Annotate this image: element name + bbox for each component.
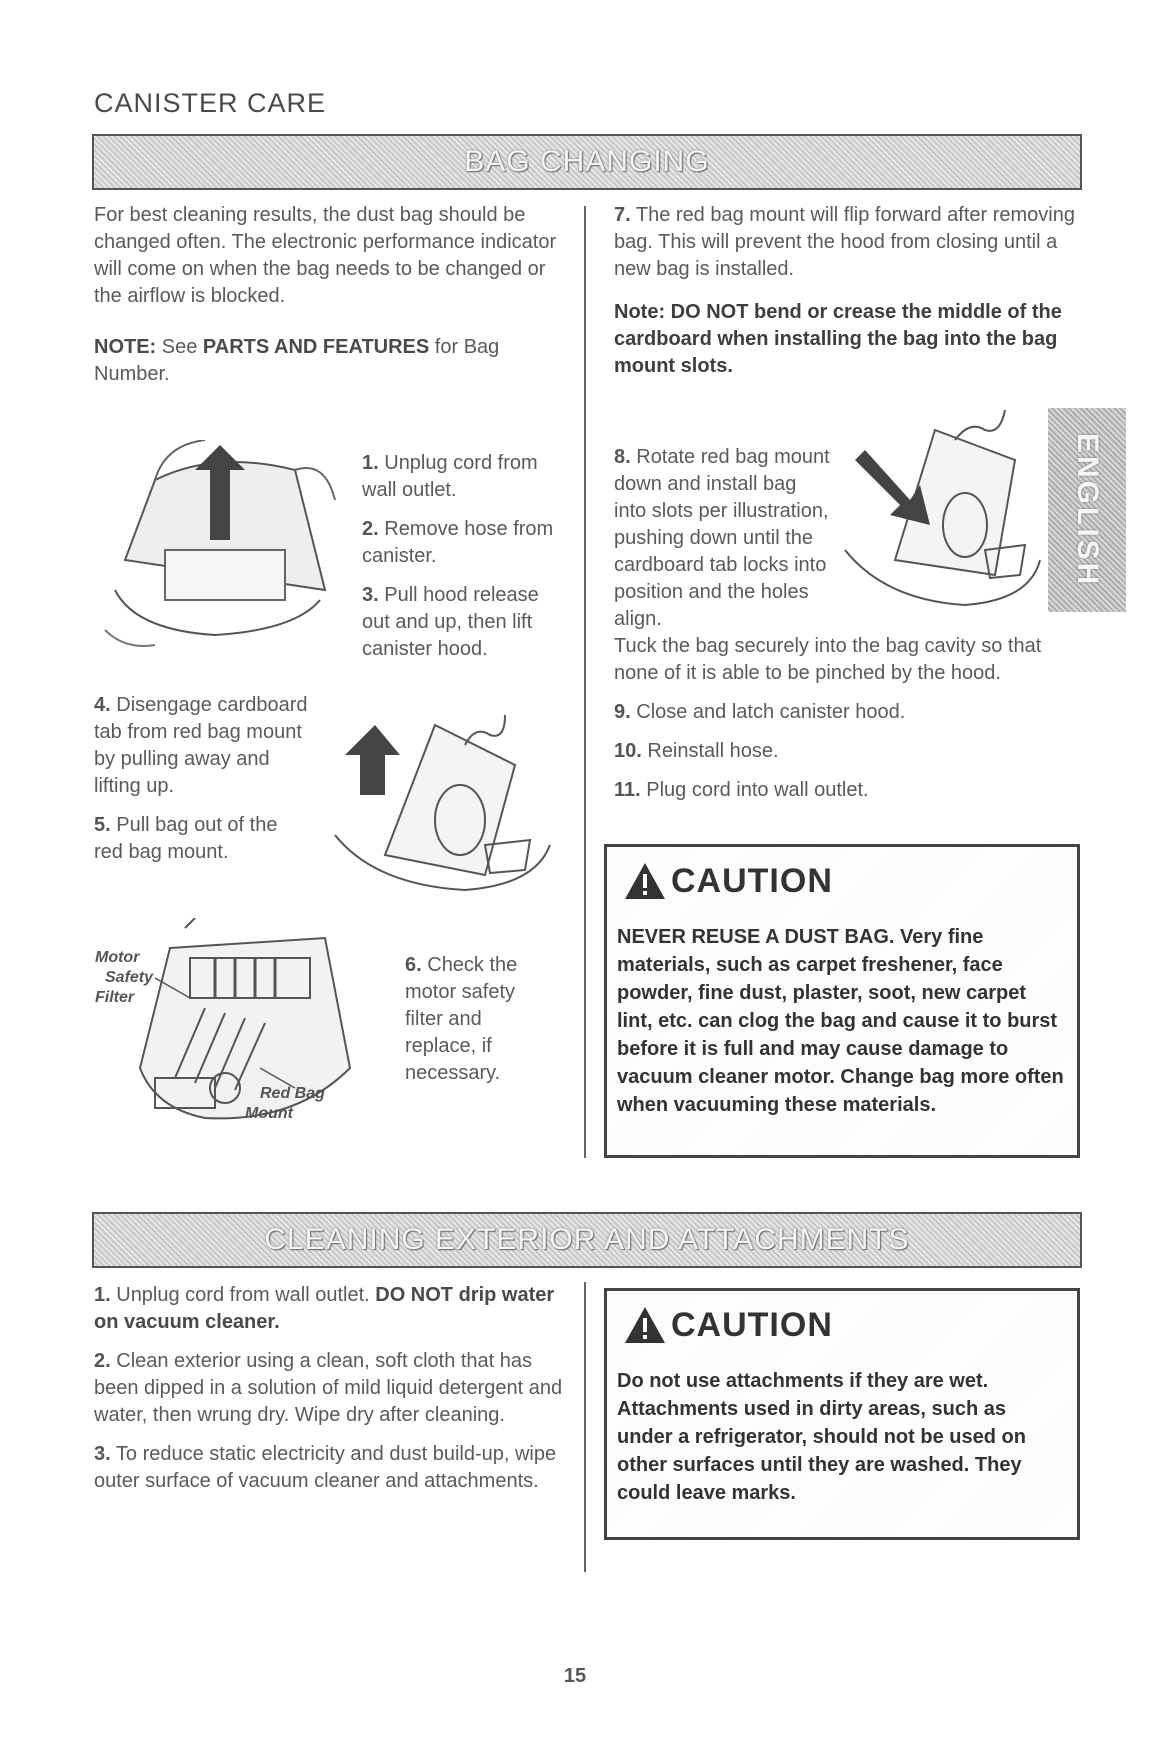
step-8-cont-block xyxy=(614,633,1084,816)
step-11 xyxy=(614,777,1084,804)
column-divider-top xyxy=(584,206,586,1158)
caution-text-dust-bag: NEVER REUSE A DUST BAG. Very fine materials, such as carpet freshener, face powder, fine dust, plaster, soot, new carpet lint, etc. can clog the bag and cause it to burst before it is full and may cause damage to vacuum cleaner motor. Change bag more often when vacuuming these materials. xyxy=(617,926,1064,1116)
caution-header-2 xyxy=(607,1291,1077,1345)
banner-cleaning-label: CLEANING EXTERIOR AND ATTACHMENTS xyxy=(264,1223,910,1256)
clean-step-1-text: Unplug cord from wall outlet. xyxy=(110,1284,376,1306)
banner-bag-changing-label: BAG CHANGING xyxy=(464,145,710,178)
caution-text-attachments: Do not use attachments if they are wet. Attachments used in dirty areas, such as under a refrigerator, should not be used on other surfaces until they are washed. They could leave marks. xyxy=(617,1370,1026,1504)
step-6-block xyxy=(405,952,555,1099)
bag-removal-illustration xyxy=(315,705,555,900)
step-7 xyxy=(614,202,1084,283)
step-1-text: Unplug cord from wall outlet. xyxy=(362,452,538,501)
banner-bag-changing xyxy=(92,134,1082,190)
step-8-num: 8. xyxy=(614,446,631,468)
caution-title: CAUTION xyxy=(671,861,833,900)
note-prefix: NOTE: xyxy=(94,336,157,358)
step-9-text: Close and latch canister hood. xyxy=(630,701,906,723)
section-title: CANISTER CARE xyxy=(94,88,327,118)
step-4 xyxy=(94,692,309,800)
step-5-text: Pull bag out of the red bag mount. xyxy=(94,814,278,863)
step-5-num: 5. xyxy=(94,814,111,836)
label-safety: Safety xyxy=(105,969,154,986)
step-8-text: Rotate red bag mount down and install bag into slots per illustration, pushing down until the cardboard tab locks into position and the holes align. xyxy=(614,446,830,630)
step-6-num: 6. xyxy=(405,954,422,976)
step-7-num: 7. xyxy=(614,204,631,226)
step-6-text: Check the motor safety filter and replace, if necessary. xyxy=(405,954,518,1084)
cleaning-steps xyxy=(94,1282,564,1507)
step-10-text: Reinstall hose. xyxy=(641,740,779,762)
caution-title-2: CAUTION xyxy=(671,1305,833,1344)
motor-filter-illustration xyxy=(95,918,370,1123)
clean-step-1-num: 1. xyxy=(94,1284,111,1306)
label-filter: Filter xyxy=(95,989,135,1006)
label-motor: Motor xyxy=(95,949,140,966)
caution-box-attachments xyxy=(604,1288,1080,1540)
step-4-text: Disengage cardboard tab from red bag mount by pulling away and lifting up. xyxy=(94,694,308,797)
step-5 xyxy=(94,812,309,866)
clean-step-3-text: To reduce static electricity and dust build-up, wipe outer surface of vacuum cleaner and attachments. xyxy=(94,1443,557,1492)
step-8-block xyxy=(614,444,834,645)
hood-open-illustration xyxy=(95,440,340,655)
banner-cleaning-exterior xyxy=(92,1212,1082,1268)
step-1-num: 1. xyxy=(362,452,379,474)
caution-box-dust-bag xyxy=(604,844,1080,1158)
step-2-text: Remove hose from canister. xyxy=(362,518,554,567)
step-1 xyxy=(362,450,562,504)
step-10-num: 10. xyxy=(614,740,642,762)
step-8-cont: Tuck the bag securely into the bag cavity so that none of it is able to be pinched by the hood. xyxy=(614,635,1042,684)
step-7-text: The red bag mount will flip forward after removing bag. This will prevent the hood from closing until a new bag is installed. xyxy=(614,204,1075,280)
step-6 xyxy=(405,952,555,1087)
right-column-top xyxy=(614,202,1084,392)
step-9 xyxy=(614,699,1084,726)
language-tab-label: ENGLISH xyxy=(1071,432,1104,588)
steps-4-5 xyxy=(94,692,309,878)
caution-header xyxy=(607,847,1077,901)
clean-step-3-num: 3. xyxy=(94,1443,111,1465)
intro-block xyxy=(94,202,564,400)
warning-triangle-icon xyxy=(623,861,667,901)
clean-step-2 xyxy=(94,1348,564,1429)
warning-triangle-icon xyxy=(623,1305,667,1345)
clean-step-1-warning: DO NOT drip water on vacuum cleaner. xyxy=(94,1284,555,1333)
note-suffix: for Bag Number. xyxy=(94,336,500,385)
steps-1-3 xyxy=(362,450,562,675)
step-3 xyxy=(362,582,562,663)
step-3-text: Pull hood release out and up, then lift canister hood. xyxy=(362,584,539,660)
language-tab-english xyxy=(1048,408,1126,612)
clean-step-2-text: Clean exterior using a clean, soft cloth that has been dipped in a solution of mild liquid detergent and water, then wrung dry. Wipe dry after cleaning. xyxy=(94,1350,563,1426)
note-parts xyxy=(94,334,564,388)
note-parts-ref: PARTS AND FEATURES xyxy=(202,336,430,358)
intro-text: For best cleaning results, the dust bag should be changed often. The electronic performance indicator will come on when the bag needs to be changed or the airflow is blocked. xyxy=(94,204,557,307)
clean-step-1 xyxy=(94,1282,564,1336)
label-mount: Mount xyxy=(245,1105,293,1122)
step-11-text: Plug cord into wall outlet. xyxy=(640,779,869,801)
step-3-num: 3. xyxy=(362,584,379,606)
page-number: 15 xyxy=(563,1665,587,1687)
step-2-num: 2. xyxy=(362,518,379,540)
clean-step-3 xyxy=(94,1441,564,1495)
step-4-num: 4. xyxy=(94,694,111,716)
step-9-num: 9. xyxy=(614,701,631,723)
step-10 xyxy=(614,738,1084,765)
bag-install-illustration xyxy=(835,410,1045,610)
column-divider-bottom xyxy=(584,1282,586,1572)
step-8 xyxy=(614,444,834,633)
clean-step-2-num: 2. xyxy=(94,1350,111,1372)
note-see: See xyxy=(156,336,203,358)
step-11-num: 11. xyxy=(614,779,641,801)
step-2 xyxy=(362,516,562,570)
note-crease: Note: DO NOT bend or crease the middle of the cardboard when installing the bag into the bag mount slots. xyxy=(614,301,1062,377)
label-red-bag: Red Bag xyxy=(260,1085,325,1102)
